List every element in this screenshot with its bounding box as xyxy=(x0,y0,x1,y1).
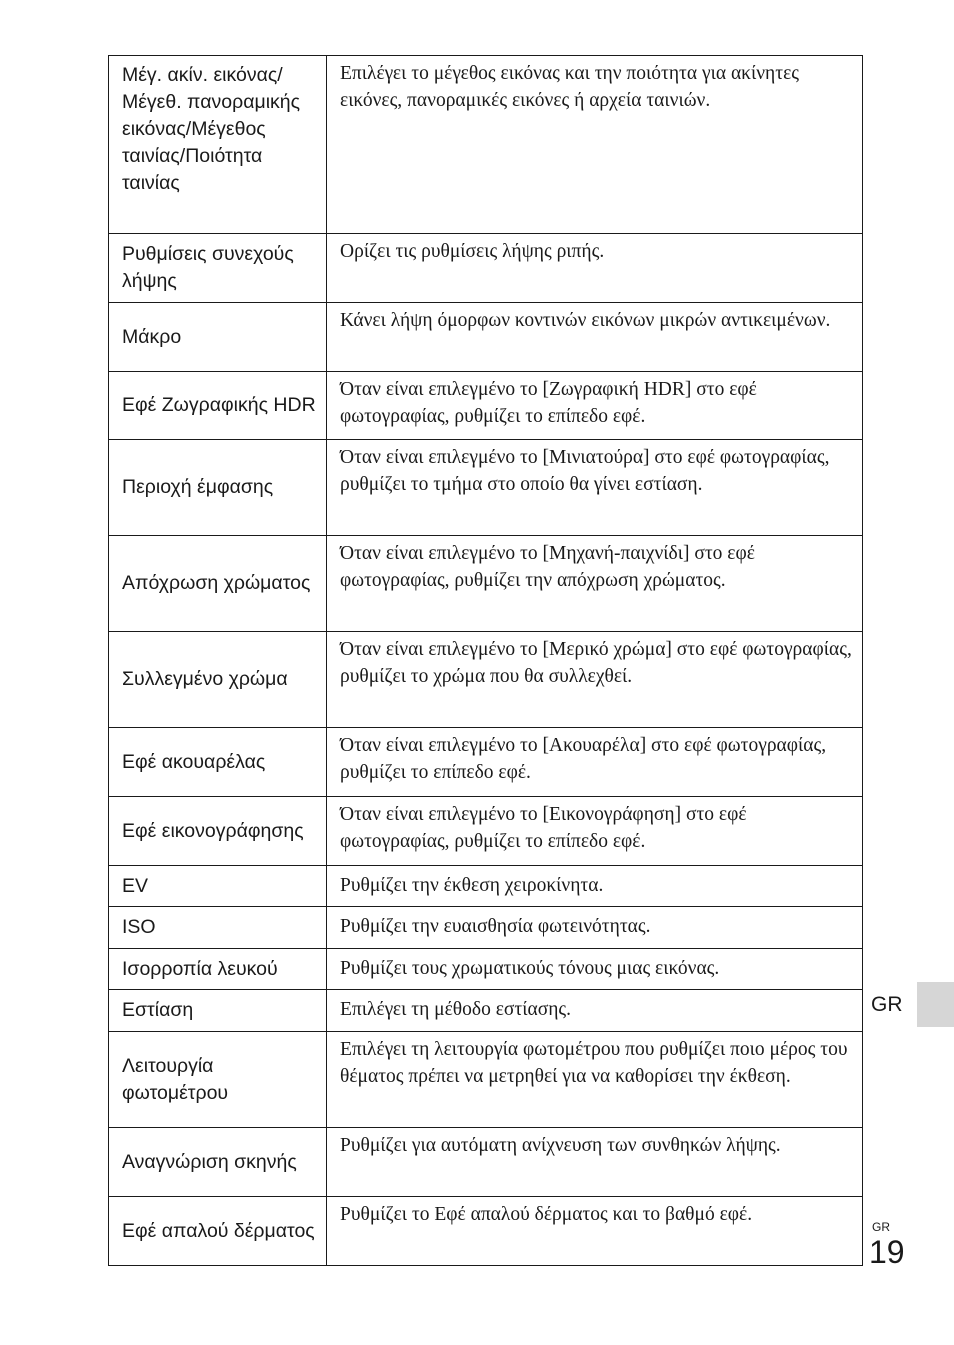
table-row xyxy=(109,907,863,949)
table-row xyxy=(109,949,863,990)
setting-name: Εφέ εικονογράφησης xyxy=(109,797,327,866)
setting-name: Μάκρο xyxy=(109,303,327,372)
setting-description: Όταν είναι επιλεγμένο το [Μηχανή-παιχνίδι] στο εφέ φωτογραφίας, ρυθμίζει την απόχρωση χρώματος. xyxy=(327,536,863,632)
setting-description: Ρυθμίζει για αυτόματη ανίχνευση των συνθηκών λήψης. xyxy=(327,1128,863,1197)
language-side-label: GR xyxy=(871,993,903,1016)
table-row xyxy=(109,1197,863,1266)
page-language-code: GR xyxy=(872,1220,890,1234)
setting-name: Μέγ. ακίν. εικόνας/Μέγεθ. πανοραμικής εικόνας/Μέγεθος ταινίας/Ποιότητα ταινίας xyxy=(109,56,327,234)
setting-name: Ρυθμίσεις συνεχούς λήψης xyxy=(109,234,327,303)
setting-name: Εστίαση xyxy=(109,990,327,1032)
table-row xyxy=(109,234,863,303)
table-row xyxy=(109,866,863,907)
setting-description: Όταν είναι επιλεγμένο το [Εικονογράφηση] στο εφέ φωτογραφίας, ρυθμίζει το επίπεδο εφέ. xyxy=(327,797,863,866)
table-row xyxy=(109,536,863,632)
table-row xyxy=(109,372,863,440)
setting-description: Όταν είναι επιλεγμένο το [Μερικό χρώμα] στο εφέ φωτογραφίας, ρυθμίζει το χρώμα που θα συλλεχθεί. xyxy=(327,632,863,728)
setting-name: ISO xyxy=(109,907,327,949)
table-row xyxy=(109,990,863,1032)
setting-name: Ισορροπία λευκού xyxy=(109,949,327,990)
table-row xyxy=(109,1032,863,1128)
table-row xyxy=(109,56,863,234)
setting-description: Ρυθμίζει την ευαισθησία φωτεινότητας. xyxy=(327,907,863,949)
setting-description: Όταν είναι επιλεγμένο το [Ακουαρέλα] στο εφέ φωτογραφίας, ρυθμίζει το επίπεδο εφέ. xyxy=(327,728,863,797)
table-row xyxy=(109,632,863,728)
setting-description: Ρυθμίζει το Εφέ απαλού δέρματος και το βαθμό εφέ. xyxy=(327,1197,863,1266)
setting-description: Επιλέγει το μέγεθος εικόνας και την ποιότητα για ακίνητες εικόνες, πανοραμικές εικόνες ή αρχεία ταινιών. xyxy=(327,56,863,234)
setting-description: Ορίζει τις ρυθμίσεις λήψης ριπής. xyxy=(327,234,863,303)
setting-name: Εφέ απαλού δέρματος xyxy=(109,1197,327,1266)
table-row xyxy=(109,728,863,797)
setting-description: Όταν είναι επιλεγμένο το [Μινιατούρα] στο εφέ φωτογραφίας, ρυθμίζει το τμήμα στο οποίο θα γίνει εστίαση. xyxy=(327,440,863,536)
setting-description: Ρυθμίζει την έκθεση χειροκίνητα. xyxy=(327,866,863,907)
table-row xyxy=(109,1128,863,1197)
setting-name: Συλλεγμένο χρώμα xyxy=(109,632,327,728)
setting-name: Εφέ ακουαρέλας xyxy=(109,728,327,797)
language-side-tab xyxy=(917,982,954,1027)
table-row xyxy=(109,440,863,536)
page-number: 19 xyxy=(869,1234,905,1270)
setting-name: Αναγνώριση σκηνής xyxy=(109,1128,327,1197)
settings-table xyxy=(108,55,863,1266)
setting-description: Ρυθμίζει τους χρωματικούς τόνους μιας εικόνας. xyxy=(327,949,863,990)
setting-name: EV xyxy=(109,866,327,907)
setting-name: Εφέ Ζωγραφικής HDR xyxy=(109,372,327,440)
setting-description: Επιλέγει τη μέθοδο εστίασης. xyxy=(327,990,863,1032)
setting-name: Λειτουργία φωτομέτρου xyxy=(109,1032,327,1128)
setting-description: Κάνει λήψη όμορφων κοντινών εικόνων μικρών αντικειμένων. xyxy=(327,303,863,372)
setting-description: Όταν είναι επιλεγμένο το [Ζωγραφική HDR] στο εφέ φωτογραφίας, ρυθμίζει το επίπεδο εφέ. xyxy=(327,372,863,440)
setting-description: Επιλέγει τη λειτουργία φωτομέτρου που ρυθμίζει ποιο μέρος του θέματος πρέπει να μετρηθεί για να καθορίσει την έκθεση. xyxy=(327,1032,863,1128)
table-row xyxy=(109,303,863,372)
setting-name: Περιοχή έμφασης xyxy=(109,440,327,536)
table-row xyxy=(109,797,863,866)
setting-name: Απόχρωση χρώματος xyxy=(109,536,327,632)
